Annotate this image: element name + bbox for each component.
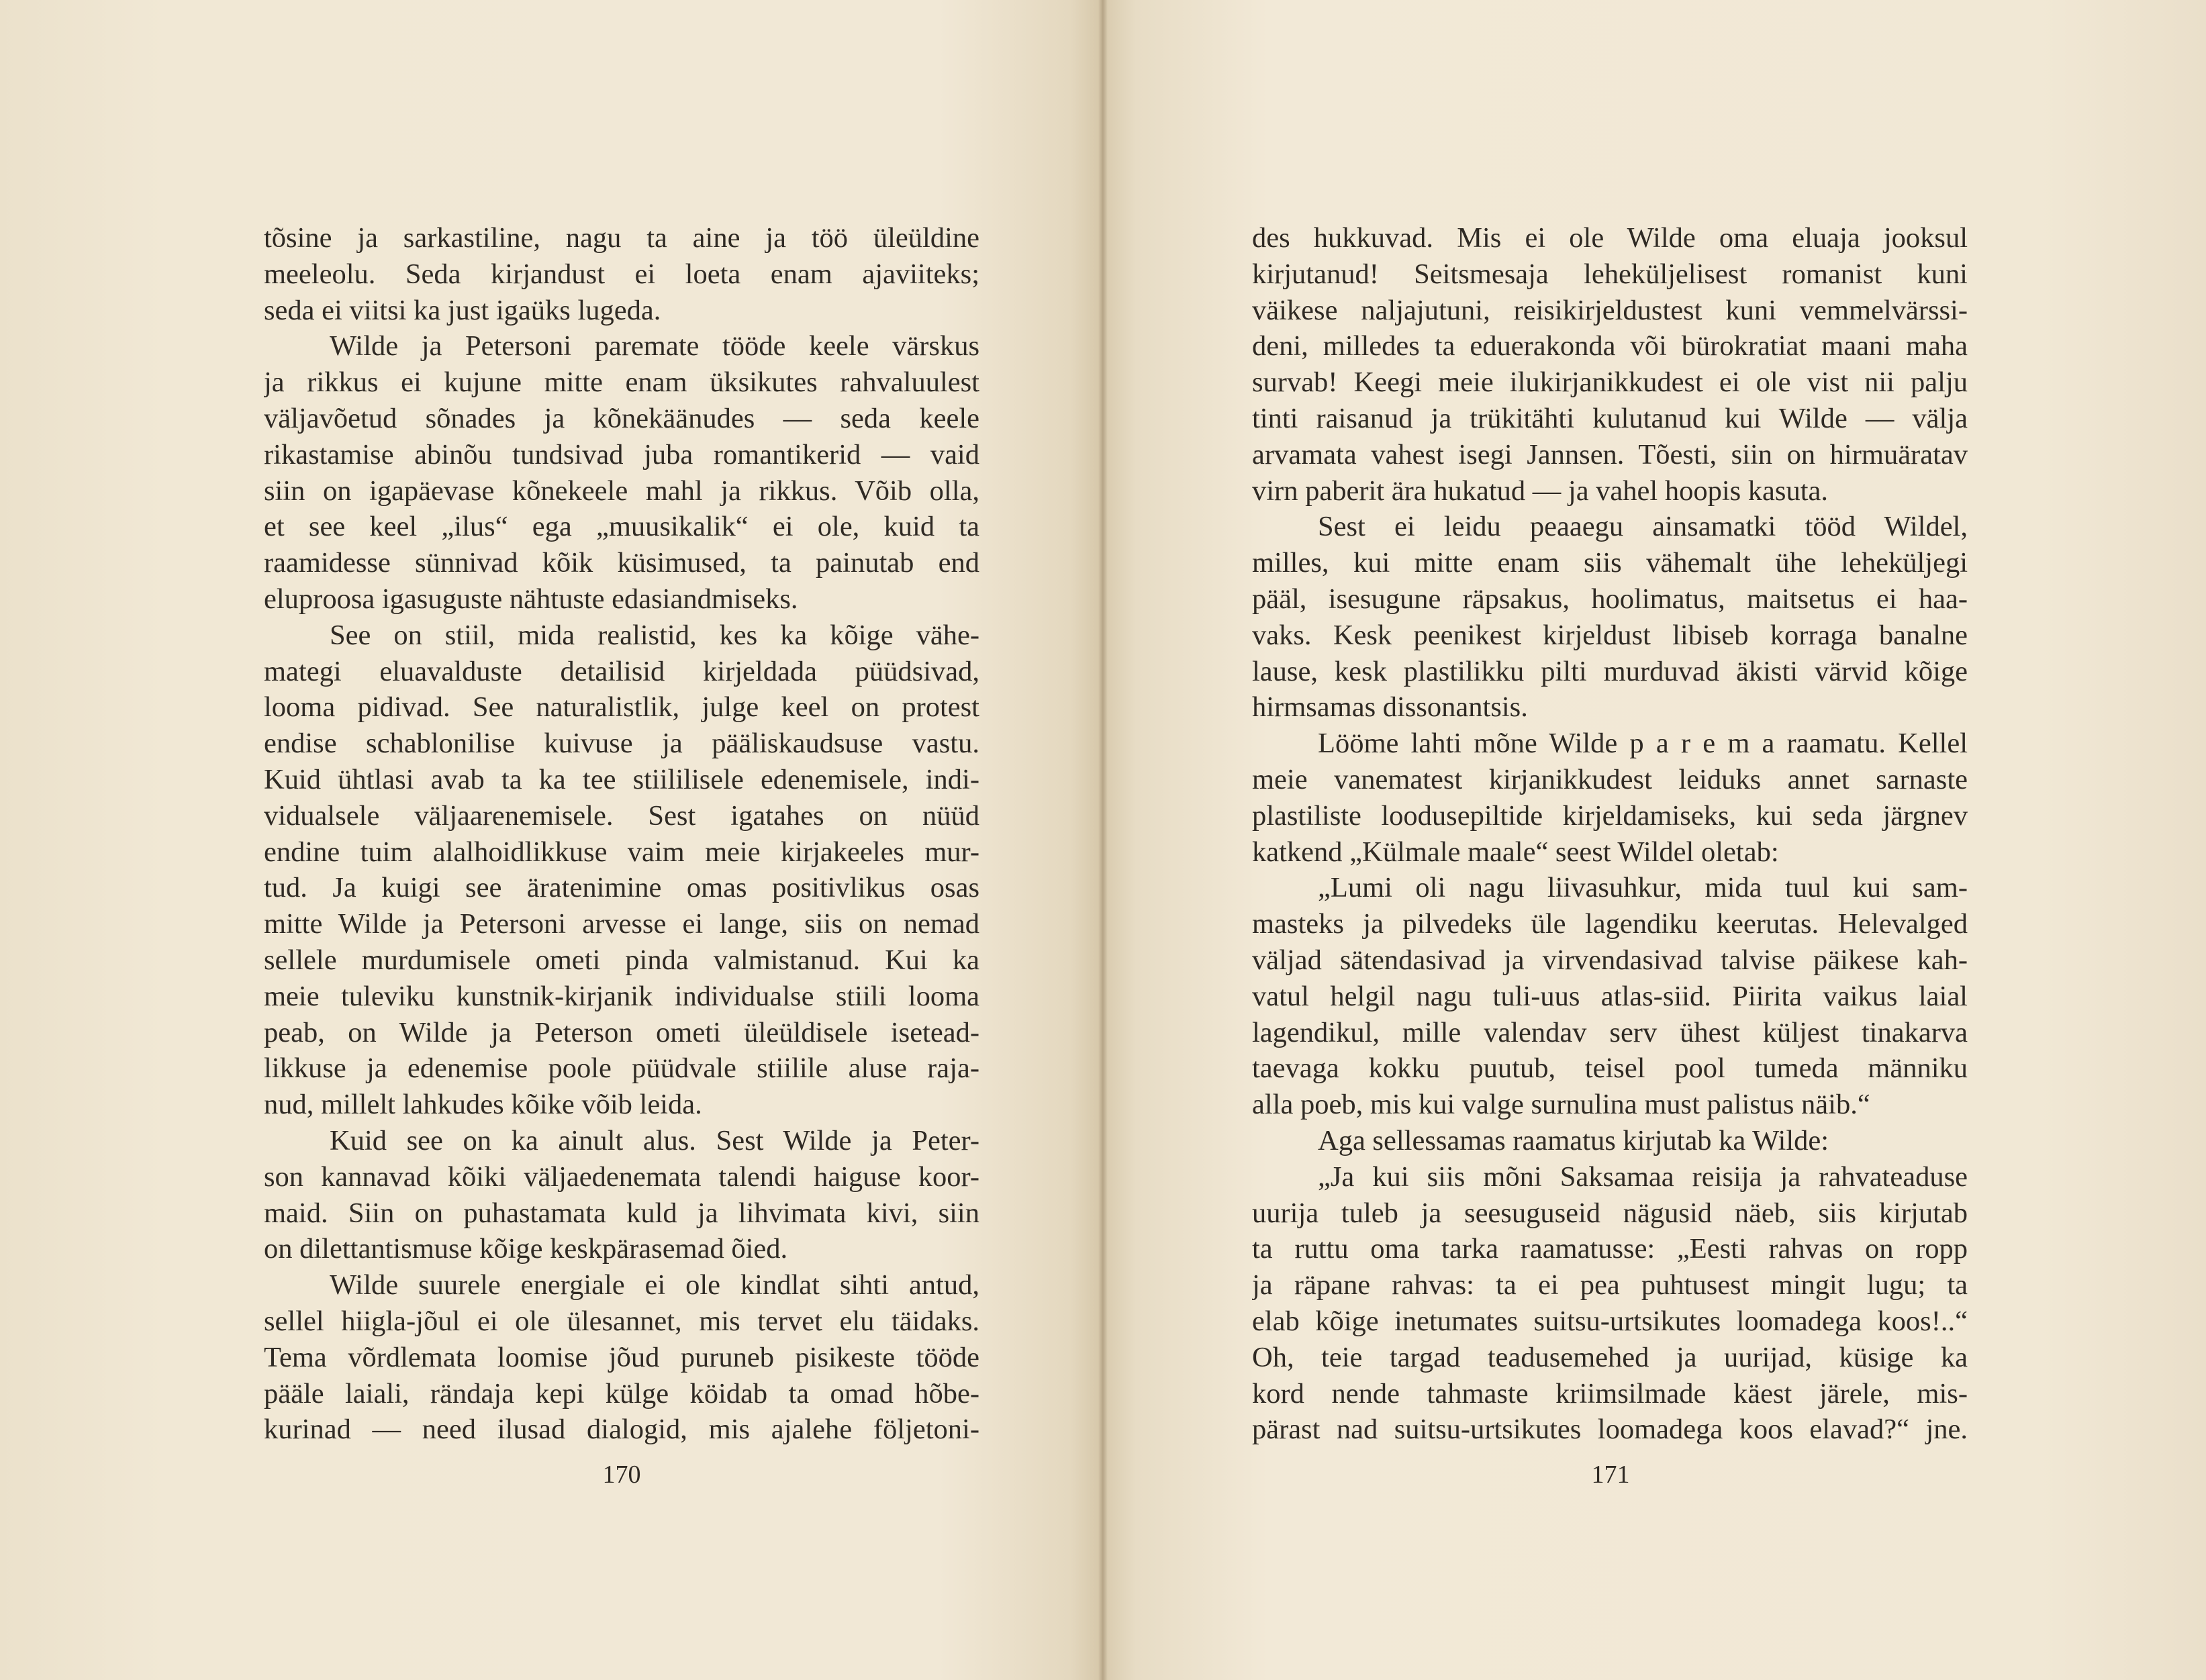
text-line: lagendikul, mille valendav serv ühest küljest tinakarva [1252,1016,1968,1048]
left-page-text [264,220,979,1448]
page-number: 171 [1591,1461,1630,1489]
text-line: son kannavad kõiki väljaedenemata talendi haiguse koor- [264,1160,979,1193]
text-line: likkuse ja edenemise poole püüdvale stiilile aluse raja- [264,1052,979,1085]
text-line: pääl, isesugune räpsakus, hoolimatus, maitsetus ei haa- [1252,583,1968,615]
text-line: pärast nad suitsu-urtsikutes loomadega koos elavad?“ jne. [1252,1414,1968,1446]
text-line: väljad sätendasivad ja virvendasivad talvise päikese kah- [1252,944,1968,976]
text-line: Kuid ühtlasi avab ta ka tee stiililisele edenemisele, indi- [264,763,979,795]
text-line: ta ruttu oma tarka raamatusse: „Eesti rahvas on ropp [1252,1233,1968,1265]
text-line: kurinad — need ilusad dialogid, mis ajalehe följetoni- [264,1414,979,1446]
text-line: pääle laiali, rändaja kepi külge köidab ta omad hõbe- [264,1377,979,1410]
text-line: plastiliste loodusepiltide kirjeldamiseks, kui seda järgnev [1252,799,1968,832]
text-line: „Ja kui siis mõni Saksamaa reisija ja rahvateaduse [1318,1160,1968,1193]
text-line: milles, kui mitte enam siis vähemalt ühe leheküljegi [1252,547,1968,579]
text-line: sellele murdumisele ometi pinda valmistanud. Kui ka [264,944,979,976]
text-line: Oh, teie targad teadusemehed ja uurijad, küsige ka [1252,1341,1968,1373]
text-line: des hukkuvad. Mis ei ole Wilde oma eluaja jooksul [1252,222,1968,254]
text-line: „Lumi oli nagu liivasuhkur, mida tuul kui sam- [1318,872,1968,904]
page-number: 170 [602,1461,641,1489]
text-line: Wilde suurele energiale ei ole kindlat sihti antud, [330,1269,979,1301]
text-line: hirmsamas dissonantsis. [1252,691,1528,724]
book-gutter [1098,0,1108,1680]
text-line: deni, milledes ta eduerakonda või bürokratiat maani maha [1252,330,1968,362]
text-line: tõsine ja sarkastiline, nagu ta aine ja töö üleüldine [264,222,979,254]
text-line: See on stiil, mida realistid, kes ka kõige vähe- [330,619,979,651]
text-line: virn paberit ära hukatud — ja vahel hoopis kasuta. [1252,475,1829,507]
text-line: kirjutanud! Seitsmesaja leheküljelisest romanist kuni [1252,258,1968,290]
text-line: väljavõetud sõnades ja kõnekäänudes — seda keele [264,402,979,434]
text-line: meeleolu. Seda kirjandust ei loeta enam ajaviiteks; [264,258,979,290]
text-line: ja rikkus ei kujune mitte enam üksikutes rahvaluulest [264,366,979,399]
text-line: arvamata vahest isegi Jannsen. Tõesti, siin on hirmuäratav [1252,438,1968,471]
text-line: looma pidivad. See naturalistlik, julge keel on protest [264,691,979,724]
text-line: lause, kesk plastilikku pilti murduvad äkisti värvid kõige [1252,655,1968,687]
text-line: vaks. Kesk peenikest kirjeldust libiseb korraga banalne [1252,619,1968,651]
text-line: on dilettantismuse kõige keskpärasemad õied. [264,1233,788,1265]
text-line: et see keel „ilus“ ega „muusikalik“ ei ole, kuid ta [264,511,979,543]
text-line: survab! Keegi meie ilukirjanikkudest ei ole vist nii palju [1252,366,1968,399]
text-line: uurija tuleb ja seesuguseid nägusid näeb, siis kirjutab [1252,1197,1968,1229]
right-page [1103,0,2206,1680]
text-line: kord nende tahmaste kriimsilmade käest järele, mis- [1252,1377,1968,1410]
text-line: meie tuleviku kunstnik-kirjanik individualse stiili looma [264,980,979,1012]
text-line: siin on igapäevase kõnekeele mahl ja rikkus. Võib olla, [264,475,979,507]
text-line: maid. Siin on puhastamata kuld ja lihvimata kivi, siin [264,1197,979,1229]
text-line: nud, millelt lahkudes kõike võib leida. [264,1089,702,1121]
text-line: tud. Ja kuigi see äratenimine omas positivlikus osas [264,872,979,904]
text-line: peab, on Wilde ja Peterson ometi üleüldisele isetead- [264,1016,979,1048]
text-line: ja räpane rahvas: ta ei pea puhtusest mingit lugu; ta [1252,1269,1968,1301]
text-line: taevaga kokku puutub, teisel pool tumeda männiku [1252,1052,1968,1085]
text-line: eluproosa igasuguste nähtuste edasiandmiseks. [264,583,798,615]
text-line: tinti raisanud ja trükitähti kulutanud kui Wilde — välja [1252,402,1968,434]
text-line: elab kõige inetumates suitsu-urtsikutes loomadega koos!..“ [1252,1305,1968,1337]
text-line: mategi eluavalduste detailisid kirjeldada püüdsivad, [264,655,979,687]
text-line: Sest ei leidu peaaegu ainsamatki tööd Wildel, [1318,511,1968,543]
text-line: Kuid see on ka ainult alus. Sest Wilde ja Peter- [330,1124,979,1156]
right-page-text [1252,220,1968,1448]
text-line: Wilde ja Petersoni paremate tööde keele värskus [330,330,979,362]
text-line: Lööme lahti mõne Wilde p a r e m a raamatu. Kellel [1318,728,1968,760]
text-line: vatul helgil nagu tuli-uus atlas-siid. Piirita vaikus laial [1252,980,1968,1012]
text-line: endise schablonilise kuivuse ja pääliskaudsuse vastu. [264,728,979,760]
text-line: meie vanematest kirjanikkudest leiduks annet sarnaste [1252,763,1968,795]
text-line: rikastamise abinõu tundsivad juba romantikerid — vaid [264,438,979,471]
text-line: vidualsele väljaarenemisele. Sest igatahes on nüüd [264,799,979,832]
text-line: Aga sellessamas raamatus kirjutab ka Wilde: [1318,1124,1829,1156]
text-line: alla poeb, mis kui valge surnulina must palistus näib.“ [1252,1089,1870,1121]
text-line: sellel hiigla-jõul ei ole ülesannet, mis tervet elu täidaks. [264,1305,979,1337]
text-line: mitte Wilde ja Petersoni arvesse ei lange, siis on nemad [264,908,979,940]
text-line: endine tuim alalhoidlikkuse vaim meie kirjakeeles mur- [264,836,979,868]
text-line: masteks ja pilvedeks üle lagendiku keerutas. Helevalged [1252,908,1968,940]
text-line: raamidesse sünnivad kõik küsimused, ta painutab end [264,547,979,579]
text-line: väikese naljajutuni, reisikirjeldustest kuni vemmelvärssi- [1252,294,1968,326]
text-line: seda ei viitsi ka just igaüks lugeda. [264,294,661,326]
text-line: katkend „Külmale maale“ seest Wildel oletab: [1252,836,1779,868]
text-line: Tema võrdlemata loomise jõud puruneb pisikeste tööde [264,1341,979,1373]
